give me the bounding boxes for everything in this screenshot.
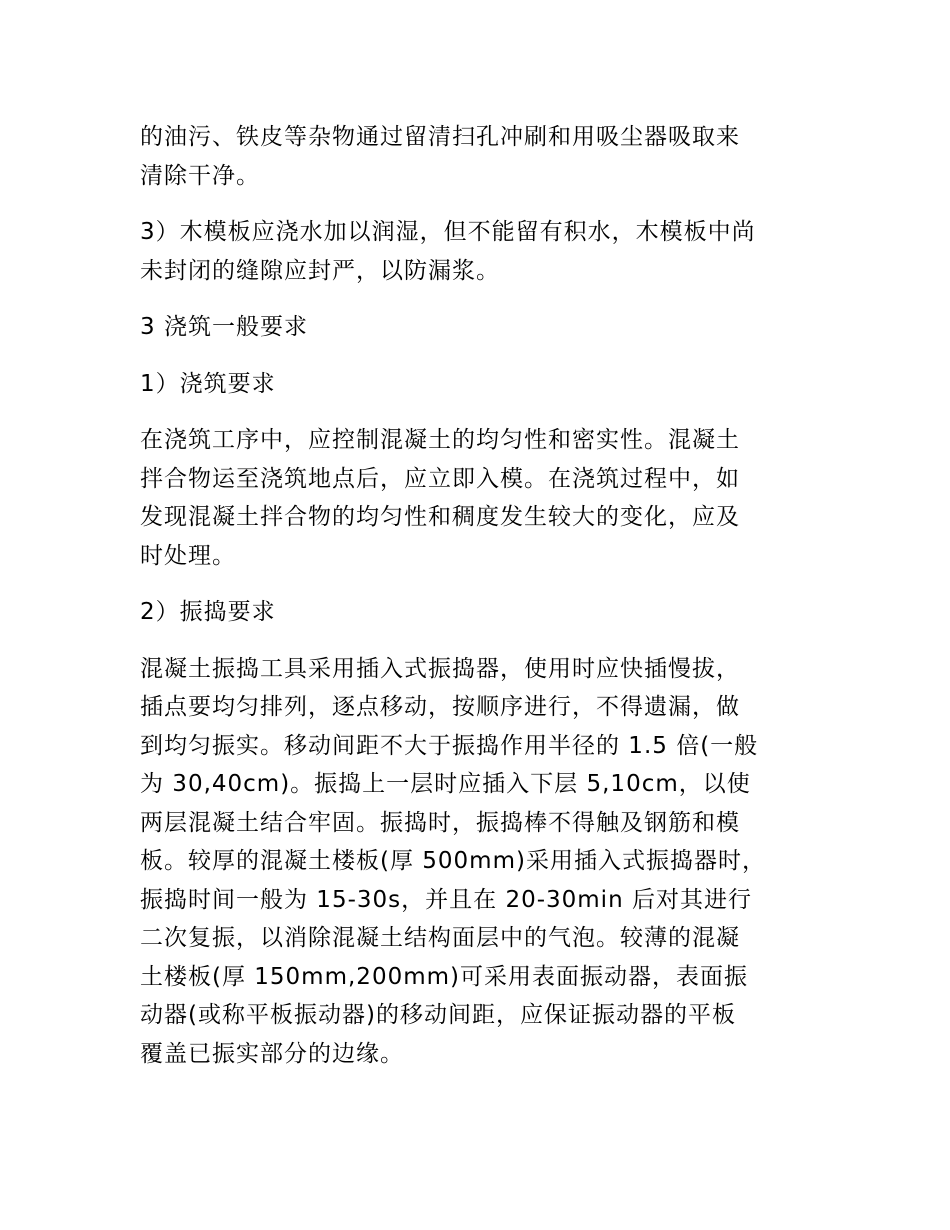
- text-line: 二次复振，以消除混凝土结构面层中的气泡。较薄的混凝: [140, 925, 740, 951]
- paragraph-vibration: [140, 650, 810, 1074]
- paragraph-pouring: [140, 421, 810, 575]
- text-line: 未封闭的缝隙应封严，以防漏浆。: [140, 257, 500, 284]
- text-line: 振捣时间一般为 15-30s，并且在 20-30min 后对其进行: [140, 886, 752, 913]
- document-body: [140, 118, 810, 1091]
- subheading-vibration-requirements: [140, 593, 810, 632]
- text-line: 时处理。: [140, 542, 236, 569]
- text-line: 3）木模板应浇水加以润湿，但不能留有积水，木模板中尚: [140, 219, 756, 245]
- text-line: 为 30,40cm)。振捣上一层时应插入下层 5,10cm，以使: [140, 771, 751, 797]
- text-line: 覆盖已振实部分的边缘。: [140, 1040, 404, 1067]
- text-line: 板。较厚的混凝土楼板(厚 500mm)采用插入式振捣器时，: [140, 848, 766, 874]
- text-line: 土楼板(厚 150mm,200mm)可采用表面振动器，表面振: [140, 963, 748, 990]
- subheading-pouring-requirements: [140, 365, 810, 404]
- text-line: 混凝土振捣工具采用插入式振捣器，使用时应快插慢拔，: [140, 655, 740, 682]
- heading-line: 2）振捣要求: [140, 599, 276, 625]
- text-line: 插点要均匀排列，逐点移动，按顺序进行，不得遗漏，做: [140, 694, 740, 720]
- text-line: 清除干净。: [140, 162, 260, 189]
- text-line: 拌合物运至浇筑地点后，应立即入模。在浇筑过程中，如: [140, 465, 740, 492]
- paragraph-cleaning: [140, 118, 810, 195]
- text-line: 的油污、铁皮等杂物通过留清扫孔冲刷和用吸尘器吸取来: [140, 124, 740, 150]
- text-line: 动器(或称平板振动器)的移动间距，应保证振动器的平板: [140, 1002, 736, 1028]
- heading-line: 3 浇筑一般要求: [140, 314, 308, 340]
- heading-line: 1）浇筑要求: [140, 370, 276, 397]
- text-line: 两层混凝土结合牢固。振捣时，振捣棒不得触及钢筋和模: [140, 809, 740, 836]
- section-heading-pouring: [140, 308, 810, 347]
- text-line: 在浇筑工序中，应控制混凝土的均匀性和密实性。混凝土: [140, 427, 740, 453]
- text-line: 到均匀振实。移动间距不大于振捣作用半径的 1.5 倍(一般: [140, 732, 759, 759]
- paragraph-formwork-wetting: [140, 213, 810, 290]
- text-line: 发现混凝土拌合物的均匀性和稠度发生较大的变化，应及: [140, 504, 740, 530]
